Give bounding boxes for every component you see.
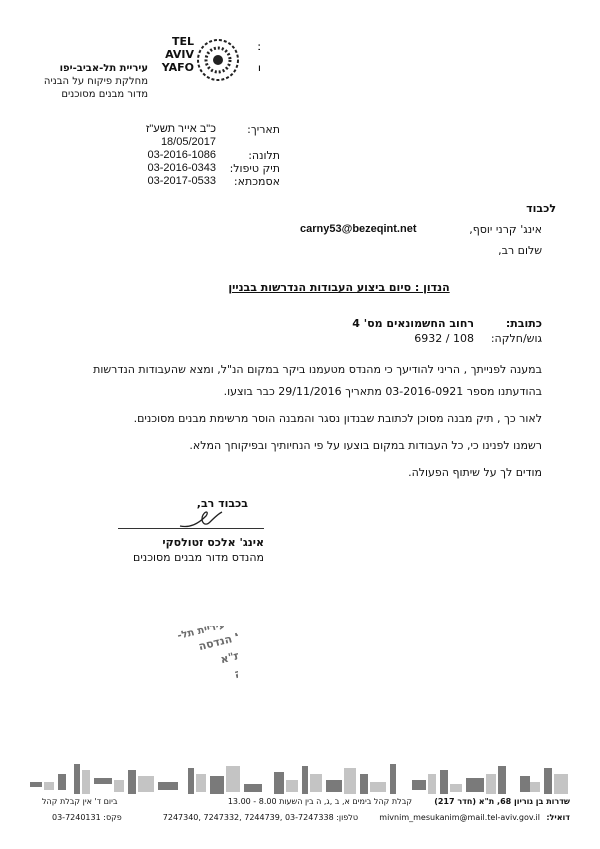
- letter-subject: הנדון : סיום ביצוע העבודות הנדרשות בבניין: [228, 281, 450, 294]
- date-label: תאריך:: [247, 123, 280, 136]
- address-value: רחוב החשמונאים מס' 4: [352, 317, 474, 330]
- to-heading: לכבוד: [526, 202, 556, 215]
- closing: בכבוד רב,: [196, 497, 248, 510]
- municipality-name: עיריית תל-אביב-יפו: [59, 63, 148, 74]
- stamp-line-4: הבניה: [232, 659, 238, 682]
- footer-email-label: דואיל:: [546, 813, 570, 822]
- stamp-line-1: עיריית תל-: [176, 626, 227, 642]
- footer-address: שדרות בן גוריון 68, ת"א (חדר 217): [434, 797, 570, 806]
- official-stamp: [88, 626, 238, 736]
- body-paragraph-2: לאור כך , תיק מבנה מסוכן לכתובת שבנדון נסגר והמבנה הוסר מרשימת מבנים מסוכנים.: [133, 412, 542, 425]
- recipient-email[interactable]: carny53@bezeqint.net: [300, 223, 417, 235]
- complaint-number: 03-2016-1086: [147, 149, 216, 161]
- logo-heb-yafo: ו: [258, 63, 260, 74]
- greeting: שלום רב,: [498, 244, 542, 257]
- footer-no-reception: ביום ד' אין קבלת קהל: [42, 797, 118, 806]
- meta-labels: [220, 122, 280, 187]
- property-labels: [491, 316, 542, 346]
- strip-graphic: [30, 760, 570, 798]
- stamp-line-2: מינהל הנדסה: [197, 626, 238, 654]
- case-label: תיק טיפול:: [229, 162, 280, 175]
- case-number: 03-2016-0343: [147, 162, 216, 174]
- complaint-label: תלונה:: [248, 149, 280, 162]
- letter-body: [92, 362, 542, 492]
- footer-decorative-strip: [30, 760, 570, 798]
- date-hebrew: כ"ב אייר תשע"ז: [145, 123, 216, 135]
- reference-label: אסמכתא:: [233, 175, 280, 188]
- logo-burst: [198, 40, 238, 80]
- footer-fax: פקס: 03-7240131: [52, 813, 122, 822]
- unit-name: מדור מבנים מסוכנים: [61, 89, 148, 100]
- reference-number: 03-2017-0533: [147, 175, 216, 187]
- stamp-graphic: [88, 626, 238, 736]
- logo-yafo: YAFO: [161, 61, 194, 74]
- body-paragraph-4: מודים לך על שיתוף הפעולה.: [408, 466, 542, 479]
- meta-values: [88, 122, 216, 187]
- department-header: [12, 62, 148, 101]
- date-gregorian: 18/05/2017: [160, 136, 216, 148]
- logo-tel: TEL: [171, 35, 194, 48]
- footer-reception-hours: קבלת קהל בימים א, ב ,ג, ה בין השעות 8.00 - 13.00: [227, 797, 412, 806]
- body-paragraph-1a: במענה לפנייתך , הריני להודיעך כי מהנדס מטעמנו ביקר במקום הנ"ל, ומצא שהעבודות הנדרשות: [93, 363, 542, 376]
- body-paragraph-1b: בהודעתנו מספר 03-2016-0921 מתאריך 29/11/2016 כבר בוצעו.: [223, 385, 542, 398]
- recipient-name: אינג' קרני יוסף,: [469, 223, 542, 236]
- signature-line: [118, 528, 264, 529]
- signer-title: מהנדס מדור מבנים מסוכנים: [133, 551, 264, 564]
- property-values: [332, 316, 474, 346]
- stamp-line-3: ת"א: [219, 648, 238, 667]
- signer-block: [120, 535, 264, 565]
- department-name: מחלקת פיקוח על הבניה: [43, 76, 148, 87]
- parcel-value: 108 / 6932: [414, 332, 474, 345]
- parcel-label: גוש/חלקה:: [490, 332, 542, 345]
- body-paragraph-3: רשמנו לפנינו כי, כל העבודות במקום בוצעו על פי הנחיותיך ובפיקוחך המלא.: [189, 439, 542, 452]
- logo-aviv: AVIV: [165, 48, 194, 61]
- footer-phones: טלפון: 03-7247338 ,7244739 ,7247332 ,7247340: [162, 813, 358, 822]
- address-label: כתובת:: [505, 317, 542, 330]
- signer-name: אינג' אלכס זטולסקי: [162, 536, 264, 549]
- logo-heb-word: [258, 42, 260, 53]
- footer-email[interactable]: mivnim_mesukanim@mail.tel-aviv.gov.il: [379, 813, 540, 822]
